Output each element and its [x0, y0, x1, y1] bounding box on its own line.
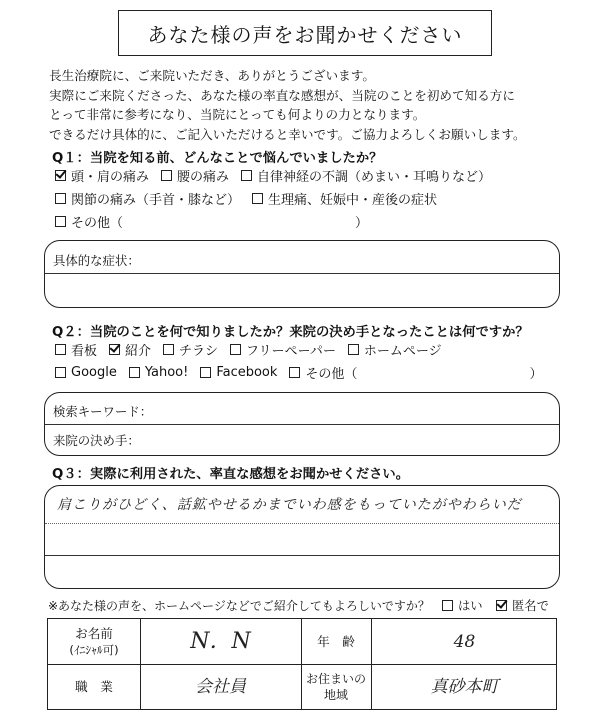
details-label: 具体的な症状： [53, 253, 140, 268]
close-paren: ） [355, 215, 369, 231]
checkbox[interactable] [241, 170, 252, 181]
option-label: はい [458, 599, 483, 613]
checkbox-checked[interactable] [109, 344, 120, 355]
q1-option-other[interactable] [55, 212, 123, 231]
age-label: 年 齢 [317, 633, 355, 649]
checkbox[interactable] [348, 344, 359, 355]
q1-title: Q１：当院を知る前、どんなことで悩んでいましたか？ [52, 151, 383, 166]
permission-anonymous[interactable] [496, 596, 549, 614]
q2-row-2 [55, 363, 542, 381]
permission-yes[interactable] [442, 596, 483, 614]
checkbox-checked[interactable] [55, 170, 66, 181]
q1-details-box[interactable] [44, 240, 560, 308]
divider [45, 273, 559, 274]
option-label: チラシ [179, 343, 219, 359]
q1-row-3 [55, 212, 368, 230]
address-value[interactable]: 真砂本町 [430, 676, 499, 697]
deciding-factor-label: 来院の決め手： [53, 433, 140, 448]
intro-line: 長生治療院に、ご来院いただき、ありがとうございます。 [49, 68, 375, 83]
option-label: 関節の痛み（手首・膝など） [71, 192, 241, 208]
checkbox[interactable] [55, 367, 66, 378]
q3-answer-box[interactable] [44, 485, 560, 589]
option-label: 紹介 [125, 343, 152, 359]
checkbox[interactable] [129, 367, 140, 378]
page-title: あなた様の声をお聞かせください [118, 10, 492, 56]
option-label: 自律神経の不調（めまい・耳鳴りなど） [257, 169, 492, 185]
q3-title: Q３：実際に利用された、率直な感想をお聞かせください。 [52, 467, 410, 482]
checkbox[interactable] [252, 193, 263, 204]
q3-handwritten-answer: 肩こりがひどく、話鉱やせるかまでいわ感をもっていたがやわらいだ [57, 497, 522, 513]
checkbox[interactable] [161, 170, 172, 181]
q2-details-box[interactable] [44, 392, 560, 456]
checkbox[interactable] [55, 344, 66, 355]
info-table [47, 618, 557, 710]
name-sub-label: (ｲﾆｼｬﾙ可) [69, 642, 119, 657]
permission-question: ※あなた様の声を、ホームページなどでご紹介してもよろしいですか？ [48, 599, 430, 613]
checkbox[interactable] [289, 367, 300, 378]
divider [45, 424, 559, 425]
q1-option-head-shoulder[interactable] [55, 166, 149, 185]
address-label-line: お住まいの [305, 671, 366, 686]
checkbox[interactable] [230, 344, 241, 355]
option-label: 頭・肩の痛み [71, 169, 150, 185]
name-label-cell [48, 619, 140, 664]
checkbox[interactable] [55, 216, 66, 227]
option-label: フリーペーパー [246, 343, 336, 359]
q1-row-1 [55, 166, 503, 184]
option-label: ホームページ [363, 343, 442, 359]
q1-option-back[interactable] [161, 166, 229, 185]
q2-option-yahoo[interactable] [129, 365, 188, 380]
address-label-cell [301, 664, 371, 709]
ruled-line [45, 555, 559, 556]
name-value[interactable]: N．N [190, 628, 251, 654]
q2-option-homepage[interactable] [348, 340, 442, 359]
ruled-line [45, 523, 559, 524]
search-keyword-label: 検索キーワード： [53, 404, 153, 419]
option-label: その他（ [71, 215, 124, 231]
intro-line: 実際にご来院くださった、あなた様の率直な感想が、当院のことを初めて知る方に [49, 87, 515, 103]
q2-option-other[interactable] [289, 363, 357, 382]
age-value[interactable]: 48 [453, 631, 476, 652]
name-label: お名前 [75, 625, 113, 641]
option-label: 腰の痛み [177, 169, 230, 185]
checkbox[interactable] [163, 344, 174, 355]
q2-option-google[interactable] [55, 365, 117, 380]
checkbox[interactable] [55, 193, 66, 204]
option-label: Facebook [216, 364, 278, 380]
q2-row-1 [55, 340, 454, 358]
job-label: 職 業 [75, 678, 113, 694]
option-label: Yahoo! [144, 364, 189, 380]
close-paren: ） [529, 366, 543, 382]
option-label: Google [71, 364, 117, 380]
job-value[interactable]: 会社員 [195, 676, 246, 697]
q2-option-flyer[interactable] [163, 340, 218, 359]
intro-text [49, 66, 526, 144]
intro-line: できるだけ具体的に、ご記入いただけると幸いです。ご協力よろしくお願いします。 [49, 126, 526, 142]
option-label: 看板 [71, 343, 98, 359]
checkbox-checked[interactable] [496, 600, 507, 611]
q1-option-joint[interactable] [55, 189, 240, 208]
option-label: 匿名で [512, 599, 549, 613]
address-label-line: 地域 [323, 687, 348, 702]
option-label: その他（ [305, 366, 358, 382]
intro-line: とって非常に参考になり、当院にとっても何よりの力となります。 [49, 107, 426, 122]
checkbox[interactable] [442, 600, 453, 611]
checkbox[interactable] [200, 367, 211, 378]
q1-option-menstrual[interactable] [252, 189, 437, 208]
option-label: 生理痛、妊娠中・産後の症状 [268, 192, 438, 208]
q2-option-referral[interactable] [109, 340, 151, 359]
q1-option-autonomic[interactable] [241, 166, 491, 185]
q2-option-free-paper[interactable] [230, 340, 336, 359]
q2-option-facebook[interactable] [200, 365, 277, 380]
q2-option-signboard[interactable] [55, 340, 97, 359]
q1-row-2 [55, 189, 449, 207]
q2-title: Q２：当院のことを何で知りましたか？来院の決め手となったことは何ですか？ [52, 325, 529, 340]
